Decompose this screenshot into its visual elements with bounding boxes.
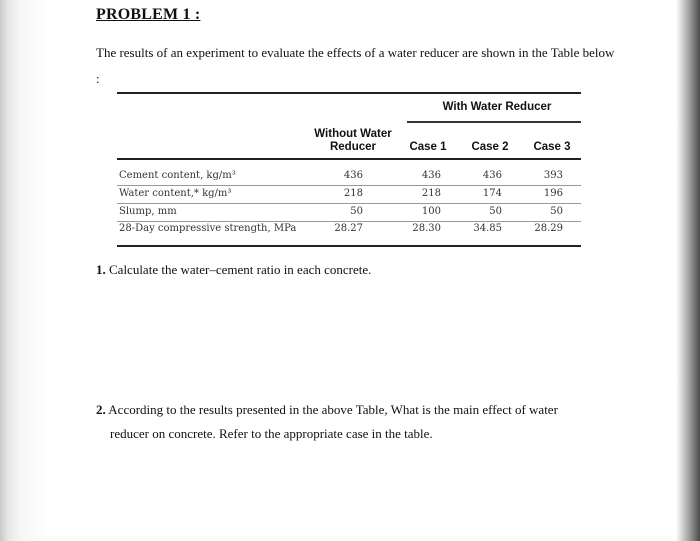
cell-cement-case2: 436 (482, 170, 502, 181)
cell-cement-case1: 436 (421, 170, 441, 181)
results-table (117, 92, 581, 248)
cell-strength-case2: 34.85 (473, 223, 502, 234)
intro-paragraph: The results of an experiment to evaluate the effects of a water reducer are shown in the Table below : (96, 45, 615, 86)
cell-water-case3: 196 (543, 188, 563, 199)
cell-water-without: 218 (343, 188, 363, 199)
cell-cement-without: 436 (343, 170, 363, 181)
cell-water-case1: 218 (421, 188, 441, 199)
col-header-without-line2: Reducer (329, 141, 377, 153)
table-top-rule (117, 92, 581, 94)
cell-slump-case3: 50 (550, 206, 563, 217)
col-header-case3: Case 3 (533, 141, 571, 153)
cell-slump-case1: 100 (421, 206, 441, 217)
question-2-text-line1: According to the results presented in the above Table, What is the main effect of water (108, 402, 558, 417)
row-label-cement: Cement content, kg/m³ (119, 170, 236, 181)
cell-strength-case1: 28.30 (412, 223, 441, 234)
row-divider (117, 203, 581, 204)
row-divider (117, 185, 581, 186)
col-header-case1: Case 1 (409, 141, 447, 153)
col-header-without-line1: Without Water (314, 128, 392, 140)
question-1-number: 1. (96, 262, 106, 277)
problem-title: PROBLEM 1 : (96, 6, 201, 23)
row-label-strength: 28-Day compressive strength, MPa (119, 223, 297, 234)
question-2-number: 2. (96, 402, 106, 417)
question-2-text-line2: reducer on concrete. Refer to the appropriate case in the table. (110, 426, 433, 441)
row-label-slump: Slump, mm (119, 206, 177, 217)
question-2 (96, 398, 616, 446)
col-header-without (305, 128, 401, 154)
row-divider (117, 221, 581, 222)
row-label-water: Water content,* kg/m³ (119, 188, 232, 199)
cell-slump-case2: 50 (489, 206, 502, 217)
cell-cement-case3: 393 (543, 170, 563, 181)
col-header-case2: Case 2 (471, 141, 509, 153)
group-header-rule (407, 121, 581, 123)
cell-slump-without: 50 (350, 206, 363, 217)
table-bottom-rule (117, 245, 581, 247)
question-1 (96, 258, 616, 282)
group-header-with-water-reducer: With Water Reducer (442, 101, 552, 113)
cell-strength-without: 28.27 (334, 223, 363, 234)
cell-water-case2: 174 (482, 188, 502, 199)
cell-strength-case3: 28.29 (534, 223, 563, 234)
header-rule (117, 158, 581, 160)
question-1-text: Calculate the water–cement ratio in each concrete. (109, 262, 372, 277)
